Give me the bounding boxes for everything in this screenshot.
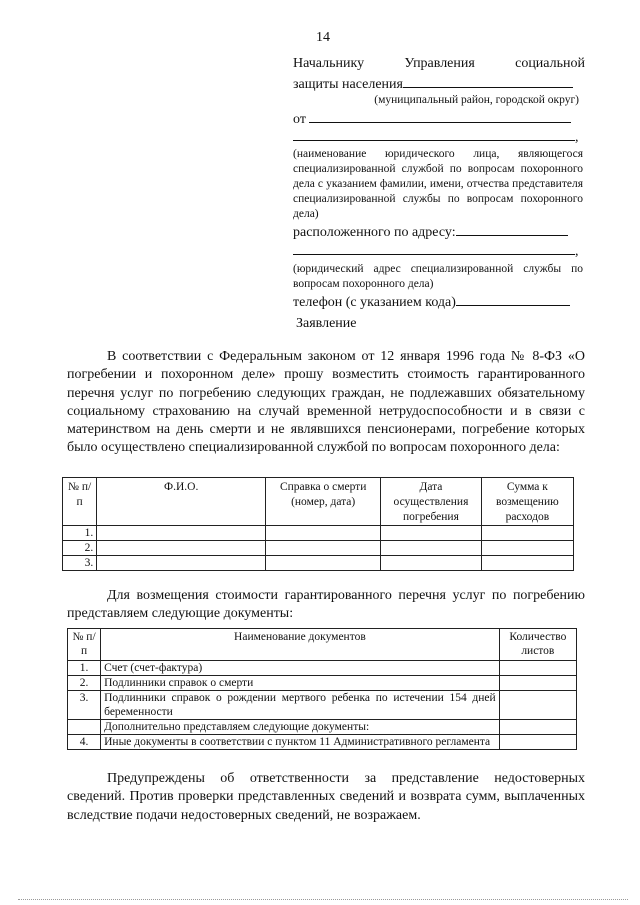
from-label: от	[293, 112, 306, 127]
row-number: 1.	[63, 526, 97, 541]
col-sheet-count: Количество листов	[499, 629, 576, 661]
table-row	[63, 526, 574, 541]
documents-table	[67, 628, 577, 750]
phone-blank	[456, 293, 570, 306]
page-edge	[18, 899, 628, 900]
table-row	[68, 676, 577, 691]
fio-cell[interactable]	[97, 556, 266, 571]
col-burial-date: Дата осуществления погребения	[381, 478, 482, 526]
documents-paragraph: Для возмещения стоимости гарантированного перечня услуг по погребению представляем следующие документы:	[67, 588, 585, 622]
table-row	[63, 541, 574, 556]
row-number	[68, 720, 101, 735]
col-fio: Ф.И.О.	[97, 478, 266, 526]
document-title: Заявление	[296, 316, 357, 331]
document-name: Дополнительно представляем следующие документы:	[101, 720, 500, 735]
certificate-cell[interactable]	[266, 556, 381, 571]
row-number: 4.	[68, 735, 101, 750]
address-blank	[456, 223, 568, 236]
address-blank-2	[293, 242, 575, 255]
sheet-count-cell[interactable]	[499, 691, 576, 720]
sheet-count-cell[interactable]	[499, 720, 576, 735]
amount-cell[interactable]	[481, 556, 573, 571]
certificate-cell[interactable]	[266, 541, 381, 556]
deceased-table-header	[63, 478, 574, 526]
document-name: Подлинники справок о рождении мертвого ребенка по истечении 154 дней беременности	[101, 691, 500, 720]
document-name: Иные документы в соответствии с пунктом 11 Административного регламента	[101, 735, 500, 750]
date-cell[interactable]	[381, 556, 482, 571]
row-number: 1.	[68, 661, 101, 676]
statement-paragraph: В соответствии с Федеральным законом от 12 января 1996 года № 8-ФЗ «О погребении и похоронном деле» прошу возместить стоимость гарантированного перечня услуг по погребению следующих граждан, не подлежавших обязательному социальному страхованию на случай временной нетрудоспособности и в связи с материнством на день смерти и не являвшихся пенсионерами, погребение которых было осуществлено специализированной службой по вопросам похоронного дела:	[67, 349, 585, 456]
row-number: 2.	[63, 541, 97, 556]
fio-cell[interactable]	[97, 526, 266, 541]
addressee-line-1: Начальнику Управления социальной	[293, 56, 585, 71]
district-blank	[403, 75, 573, 88]
table-row	[63, 556, 574, 571]
row-number: 3.	[63, 556, 97, 571]
from-blank	[309, 110, 571, 123]
warning-paragraph: Предупреждены об ответственности за представление недостоверных сведений. Против проверки представленных сведений и возврата сумм, выплаченных вследствие подачи недостоверных сведений, не возражаем.	[67, 771, 585, 823]
document-name: Счет (счет-фактура)	[101, 661, 500, 676]
row-number: 3.	[68, 691, 101, 720]
sheet-count-cell[interactable]	[499, 735, 576, 750]
comma: ,	[575, 130, 579, 145]
table-row	[68, 720, 577, 735]
col-number: № п/п	[68, 629, 101, 661]
organization-note: (наименование юридического лица, являющегося специализированной службой по вопросам похоронного дела с указанием фамилии, имени, отчества представителя специализированной службы по вопросам похоронного дела)	[293, 148, 583, 220]
sheet-count-cell[interactable]	[499, 676, 576, 691]
table-row	[68, 735, 577, 750]
fio-cell[interactable]	[97, 541, 266, 556]
document-name: Подлинники справок о смерти	[101, 676, 500, 691]
phone-label: телефон (с указанием кода)	[293, 295, 456, 310]
from-blank-2	[293, 128, 575, 141]
table-row	[68, 691, 577, 720]
comma-2: ,	[575, 244, 579, 259]
col-death-certificate: Справка о смерти (номер, дата)	[266, 478, 381, 526]
certificate-cell[interactable]	[266, 526, 381, 541]
col-document-name: Наименование документов	[101, 629, 500, 661]
date-cell[interactable]	[381, 526, 482, 541]
district-note: (муниципальный район, городской округ)	[374, 94, 579, 106]
col-amount: Сумма к возмещению расходов	[481, 478, 573, 526]
page-number: 14	[316, 30, 330, 45]
located-label: расположенного по адресу:	[293, 225, 456, 240]
col-number: № п/п	[63, 478, 97, 526]
addressee-block	[293, 56, 585, 312]
sheet-count-cell[interactable]	[499, 661, 576, 676]
addressee-line-2: защиты населения	[293, 77, 403, 92]
amount-cell[interactable]	[481, 526, 573, 541]
amount-cell[interactable]	[481, 541, 573, 556]
table-row	[68, 661, 577, 676]
documents-table-header	[68, 629, 577, 661]
deceased-table	[62, 477, 574, 571]
date-cell[interactable]	[381, 541, 482, 556]
legal-address-note: (юридический адрес специализированной службы по вопросам похоронного дела)	[293, 263, 583, 290]
row-number: 2.	[68, 676, 101, 691]
